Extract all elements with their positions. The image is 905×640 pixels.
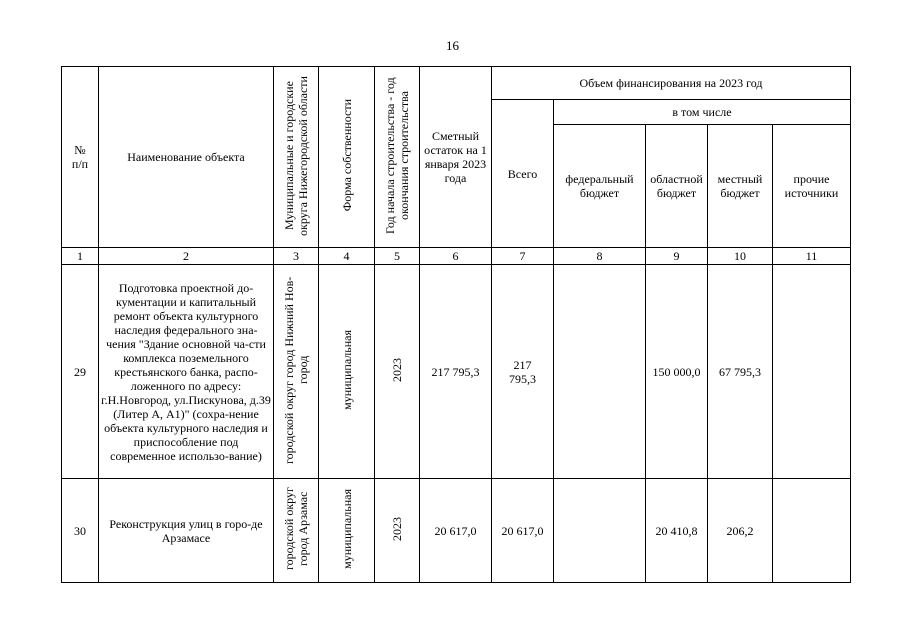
- header-ownership: Форма собственности: [319, 67, 375, 248]
- object-name: Реконструкция улиц в горо-де Арзамасе: [99, 479, 274, 583]
- ownership: муниципальная: [319, 265, 375, 479]
- total: 20 617,0: [492, 479, 554, 583]
- local: 206,2: [708, 479, 773, 583]
- header-federal: федеральный бюджет: [554, 125, 646, 248]
- column-number: 1: [62, 248, 99, 265]
- column-number: 7: [492, 248, 554, 265]
- financing-table: [61, 66, 851, 583]
- other: [773, 265, 851, 479]
- column-number: 11: [773, 248, 851, 265]
- page-number: 16: [446, 38, 459, 53]
- column-number: 2: [99, 248, 274, 265]
- ownership: муниципальная: [319, 479, 375, 583]
- column-number: 8: [554, 248, 646, 265]
- local: 67 795,3: [708, 265, 773, 479]
- row-number: 30: [62, 479, 99, 583]
- row-number: 29: [62, 265, 99, 479]
- header-local: местный бюджет: [708, 125, 773, 248]
- regional: 150 000,0: [646, 265, 708, 479]
- header-district: Муниципальные и городские округа Нижегородской области: [274, 67, 319, 248]
- object-name: Подготовка проектной до-кументации и капитальный ремонт объекта культурного наследия федерального зна-чения "Здание основной ча-сти комплекса поземельного крестьянского банка, распо-ложенного по адресу: г.Н.Новгород, ул.Пискунова, д.39 (Литер А, А1)" (сохра-нение объекта культурного наследия и приспособление под современное использо-вание): [99, 265, 274, 479]
- regional: 20 410,8: [646, 479, 708, 583]
- header-funding: Объем финансирования на 2023 год: [492, 67, 851, 100]
- column-number: 5: [375, 248, 420, 265]
- column-number: 10: [708, 248, 773, 265]
- header-other: прочие источники: [773, 125, 851, 248]
- column-number: 3: [274, 248, 319, 265]
- balance: 20 617,0: [420, 479, 492, 583]
- years: 2023: [375, 265, 420, 479]
- balance: 217 795,3: [420, 265, 492, 479]
- years: 2023: [375, 479, 420, 583]
- column-number: 9: [646, 248, 708, 265]
- district: городской округ город Арзамас: [274, 479, 319, 583]
- header-including: в том числе: [554, 100, 851, 125]
- table-row: [62, 265, 851, 479]
- column-number: 4: [319, 248, 375, 265]
- header-object-name: Наименование объекта: [99, 67, 274, 248]
- header-total: Всего: [492, 100, 554, 248]
- table-row: [62, 479, 851, 583]
- column-number: 6: [420, 248, 492, 265]
- federal: [554, 479, 646, 583]
- header-row-1: [62, 67, 851, 100]
- district: городской округ город Нижний Нов-город: [274, 265, 319, 479]
- header-balance: Сметный остаток на 1 января 2023 года: [420, 67, 492, 248]
- federal: [554, 265, 646, 479]
- header-regional: областной бюджет: [646, 125, 708, 248]
- header-num: № п/п: [62, 67, 99, 248]
- other: [773, 479, 851, 583]
- column-numbers-row: [62, 248, 851, 265]
- total: 217 795,3: [492, 265, 554, 479]
- header-years: Год начала строительства - год окончания строительства: [375, 67, 420, 248]
